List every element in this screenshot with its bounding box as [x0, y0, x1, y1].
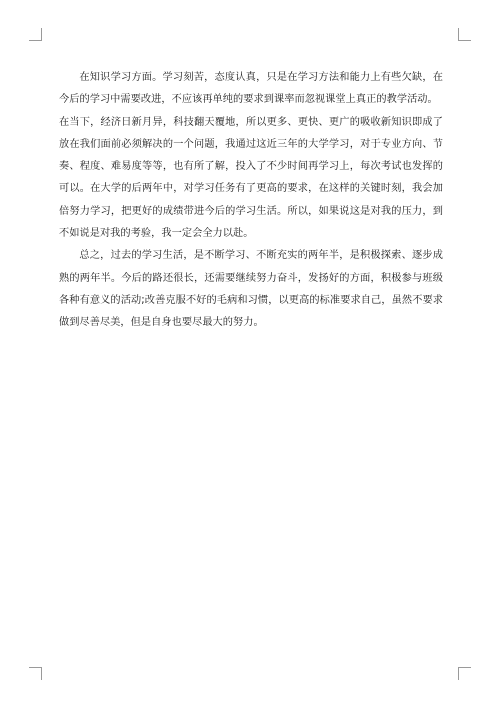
crop-mark-top-left [29, 28, 42, 41]
paragraph-summary: 总之，过去的学习生活，是不断学习、不断充实的两年半，是积极探索、逐步成熟的两年半。今后的路还很长，还需要继续努力奋斗，发扬好的方面，积极参与班级各种有意义的活动;改善克服不好的毛病和习惯，以更高的标准要求自己，虽然不要求做到尽善尽美，但是自身也要尽最大的努力。 [59, 250, 443, 329]
crop-mark-top-right [458, 28, 471, 41]
paragraph-knowledge: 在当下，经济日新月异，科技翻天覆地，所以更多、更快、更广的吸收新知识即成了放在我们面前必须解决的一个问题，我通过这近三年的大学学习，对于专业方向、节奏、程度、难易度等等，也有所了解，投入了不少时间再学习上，每次考试也发挥的可以。在大学的后两年中，对学习任务有了更高的要求，在这样的关键时刻，我会加倍努力学习，把更好的成绩带进今后的学习生活。所以，如果说这是对我的压力，到不如说是对我的考验，我一定会全力以赴。 [59, 116, 443, 240]
crop-mark-bottom-right [458, 667, 471, 680]
paragraph-study: 在知识学习方面。学习刻苦，态度认真，只是在学习方法和能力上有些欠缺，在今后的学习中需要改进，不应该再单纯的要求到课率而忽视课堂上真正的教学活动。 [59, 72, 443, 106]
crop-mark-bottom-left [29, 667, 42, 680]
document-body [59, 67, 443, 335]
